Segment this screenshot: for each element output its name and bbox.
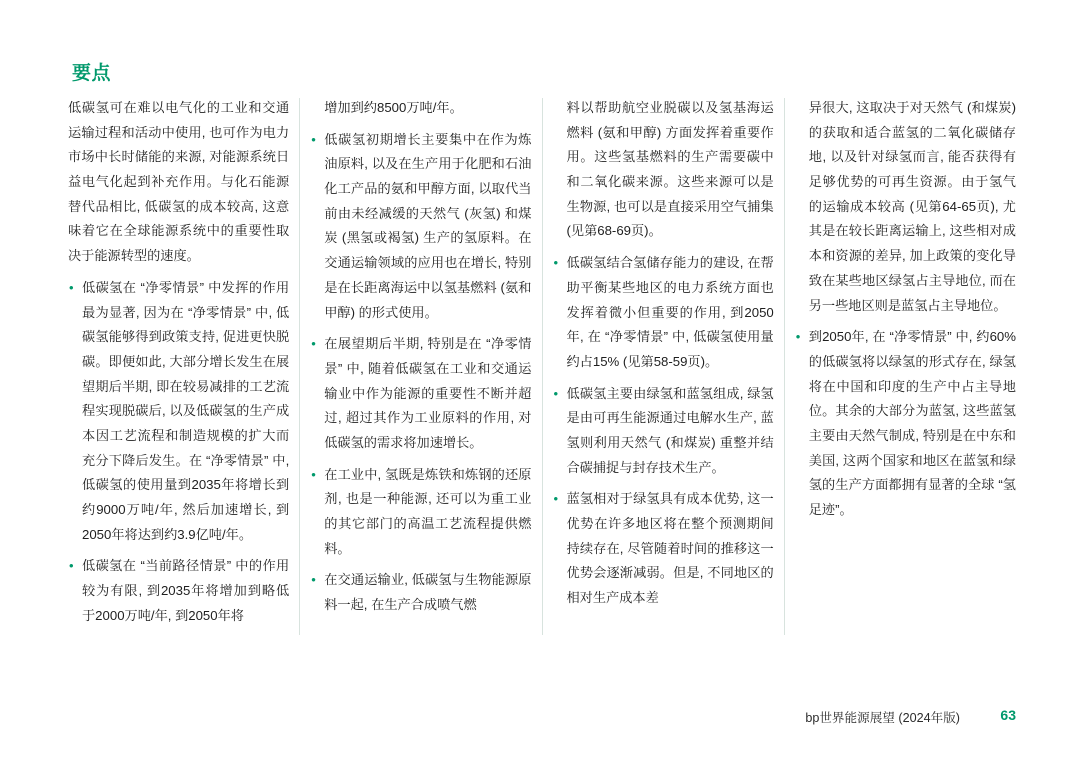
column-4 (795, 96, 1016, 635)
page-number: 63 (1000, 707, 1016, 723)
bullet-list-4 (795, 96, 1016, 523)
list-item: • 到2050年, 在 “净零情景” 中, 约60%的低碳氢将以绿氢的形式存在, 绿氢将在中国和印度的生产中占主导地位。其余的大部分为蓝氢, 这些蓝氢主要由天然气制成, 特别是在中东和美国, 这两个国家和地区在蓝氢和绿氢的生产方面都拥有显著的全球 “氢足迹”。 (795, 325, 1016, 523)
list-item: • 在交通运输业, 低碳氢与生物能源原料一起, 在生产合成喷气燃 (310, 568, 531, 617)
list-item-continuation: 料以帮助航空业脱碳以及氢基海运燃料 (氨和甲醇) 方面发挥着重要作用。这些氢基燃料的生产需要碳中和二氧化碳来源。这些来源可以是生物源, 也可以是直接采用空气捕集 (见第68-69页)。 (566, 100, 774, 239)
list-item: • 低碳氢在 “净零情景” 中发挥的作用最为显著, 因为在 “净零情景” 中, 低碳氢能够得到政策支持, 促进更快脱碳。即便如此, 大部分增长发生在展望期后半期, 即在较易减排的工艺流程实现脱碳后, 以及低碳氢的生产成本因工艺流程和制造规模的扩大而充分下降后发生。在 “净零情景” 中, 低碳氢的使用量到2035年将增长到约9000万吨/年, 然后加速增长, 到2050年将达到约3.9亿吨/年。 (68, 276, 289, 548)
column-2 (310, 96, 531, 635)
footer-divider (68, 699, 1016, 700)
bullet-list-2 (310, 96, 531, 618)
list-item-continuation: 异很大, 这取决于对天然气 (和煤炭) 的获取和适合蓝氢的二氧化碳储存地, 以及针对绿氢而言, 能否获得有足够优势的可再生资源。由于氢气的运输成本较高 (见第64-65页), 尤其是在较长距离运输上, 这些相对成本和资源的差异, 加上政策的变化导致在某些地区绿氢占主导地位, 而在另一些地区则是蓝氢占主导地位。 (808, 100, 1016, 313)
list-item-continuation: 增加到约8500万吨/年。 (324, 100, 463, 115)
column-1 (68, 96, 289, 635)
list-item: • 低碳氢结合氢储存能力的建设, 在帮助平衡某些地区的电力系统方面也发挥着微小但重要的作用, 到2050年, 在 “净零情景” 中, 低碳氢使用量约占15% (见第58-59页)。 (553, 251, 774, 374)
intro-paragraph: 低碳氢可在难以电气化的工业和交通运输过程和活动中使用, 也可作为电力市场中长时储能的来源, 对能源系统日益电气化起到补充作用。与化石能源替代品相比, 低碳氢的成本较高, 这意味着它在全球能源系统中的重要性取决于能源转型的速度。 (68, 100, 290, 264)
column-3 (553, 96, 774, 635)
list-item: • 在展望期后半期, 特别是在 “净零情景” 中, 随着低碳氢在工业和交通运输业中作为能源的重要性不断并超过, 超过其作为工业原料的作用, 对低碳氢的需求将加速增长。 (310, 332, 531, 455)
list-item: • 低碳氢初期增长主要集中在作为炼油原料, 以及在生产用于化肥和石油化工产品的氨和甲醇方面, 以取代当前由未经减缓的天然气 (灰氢) 和煤炭 (黑氢或褐氢) 生产的氢原料。在交通运输领域的应用也在增长, 特别是在长距离海运中以氢基燃料 (氨和甲醇) 的形式使用。 (310, 128, 531, 326)
list-item: • 蓝氢相对于绿氢具有成本优势, 这一优势在许多地区将在整个预测期间持续存在, 尽管随着时间的推移这一优势会逐渐减弱。但是, 不同地区的相对生产成本差 (553, 487, 774, 610)
bullet-list-3 (553, 96, 774, 611)
page-footer (68, 707, 1016, 731)
list-item: • 低碳氢在 “当前路径情景” 中的作用较为有限, 到2035年将增加到略低于2000万吨/年, 到2050年将 (68, 554, 289, 628)
list-item: • 在工业中, 氢既是炼铁和炼钢的还原剂, 也是一种能源, 还可以为重工业的其它部门的高温工艺流程提供燃料。 (310, 463, 531, 562)
bullet-list-1 (68, 276, 289, 629)
page-title: 要点 (72, 63, 112, 84)
list-item: • 低碳氢主要由绿氢和蓝氢组成, 绿氢是由可再生能源通过电解水生产, 蓝氢则利用天然气 (和煤炭) 重整并结合碳捕捉与封存技术生产。 (553, 382, 774, 481)
text-columns (68, 96, 1016, 635)
footer-source: bp世界能源展望 (2024年版) (805, 711, 960, 725)
